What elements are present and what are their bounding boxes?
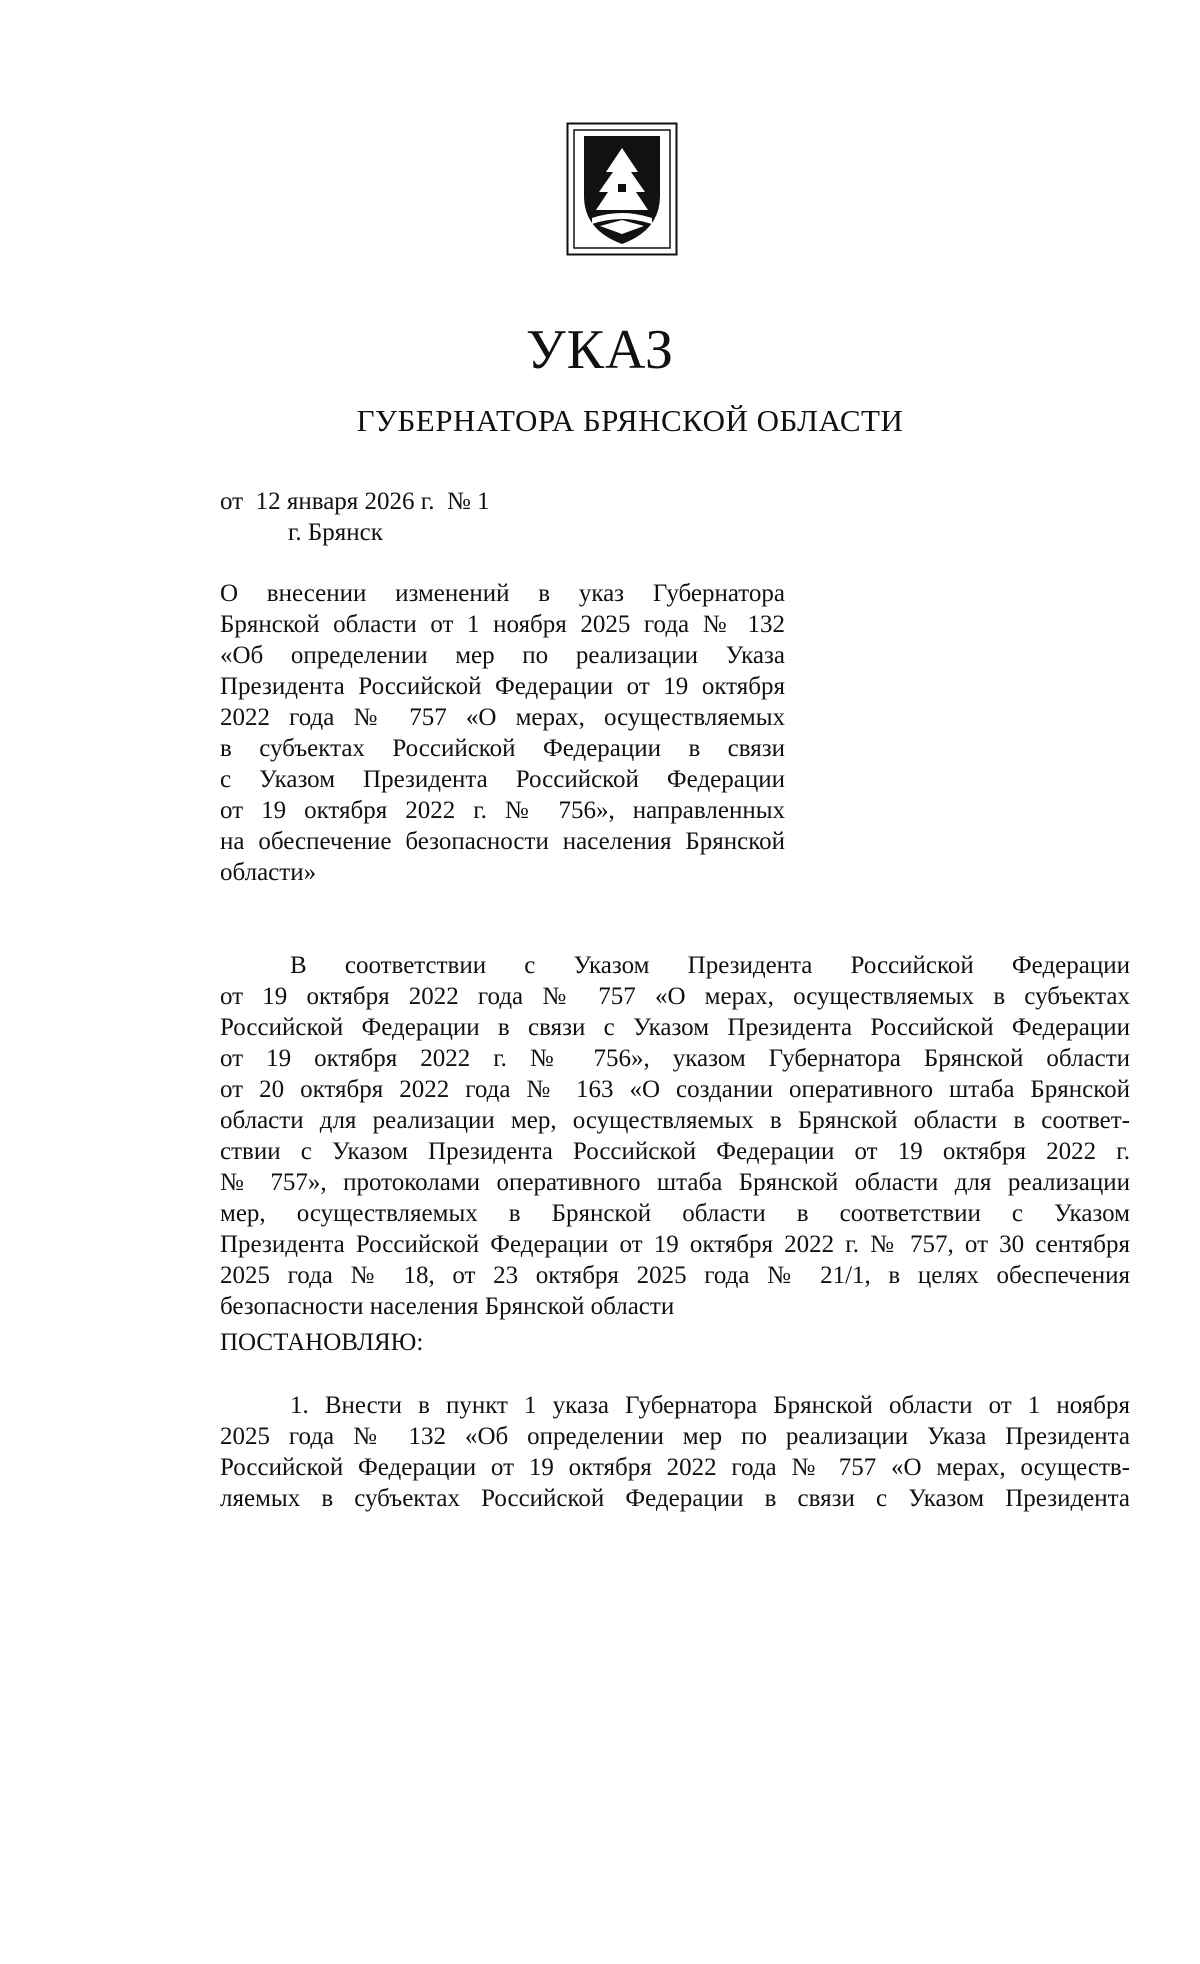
subject-line: в субъектах Российской Федерации в связи [220, 735, 785, 762]
city: г. Брянск [288, 519, 383, 546]
subject-line: области» [220, 859, 317, 886]
preamble-line: области для реализации мер, осуществляемых в Брянской области в соответ- [220, 1107, 1130, 1134]
bryansk-coat-of-arms-icon [566, 122, 678, 256]
document-title: УКАЗ [525, 319, 675, 381]
subject-line: 2022 года № 757 «О мерах, осуществляемых [220, 704, 785, 731]
item-1-line: ляемых в субъектах Российской Федерации в связи с Указом Президента [220, 1485, 1130, 1512]
preamble-line: 2025 года № 18, от 23 октября 2025 года № 21/1, в целях обеспечения [220, 1262, 1130, 1289]
subject-line: с Указом Президента Российской Федерации [220, 766, 785, 793]
item-1-line: Российской Федерации от 19 октября 2022 года № 757 «О мерах, осуществ- [220, 1454, 1130, 1481]
item-1-line: 2025 года № 132 «Об определении мер по реализации Указа Президента [220, 1423, 1130, 1450]
item-1-line: 1. Внести в пункт 1 указа Губернатора Брянской области от 1 ноября [290, 1392, 1130, 1419]
preamble-line: безопасности населения Брянской области [220, 1293, 675, 1320]
preamble-line: Президента Российской Федерации от 19 октября 2022 г. № 757, от 30 сентября [220, 1231, 1130, 1258]
decree-word: ПОСТАНОВЛЯЮ: [220, 1329, 424, 1356]
decree-subject [220, 578, 785, 888]
preamble-paragraph [220, 950, 1130, 1322]
date-and-number: от 12 января 2026 г. № 1 [220, 488, 490, 515]
preamble-line: ствии с Указом Президента Российской Федерации от 19 октября 2022 г. [220, 1138, 1130, 1165]
preamble-line: В соответствии с Указом Президента Российской Федерации [290, 952, 1130, 979]
subject-line: на обеспечение безопасности населения Брянской [220, 828, 785, 855]
preamble-line: от 19 октября 2022 г. № 756», указом Губернатора Брянской области [220, 1045, 1130, 1072]
item-1-paragraph [220, 1390, 1130, 1514]
preamble-line: мер, осуществляемых в Брянской области в соответствии с Указом [220, 1200, 1130, 1227]
preamble-line: № 757», протоколами оперативного штаба Брянской области для реализации [220, 1169, 1130, 1196]
preamble-line: от 19 октября 2022 года № 757 «О мерах, осуществляемых в субъектах [220, 983, 1130, 1010]
subject-line: от 19 октября 2022 г. № 756», направленных [220, 797, 785, 824]
document-subtitle: ГУБЕРНАТОРА БРЯНСКОЙ ОБЛАСТИ [356, 403, 904, 438]
subject-line: О внесении изменений в указ Губернатора [220, 580, 785, 607]
subject-line: Брянской области от 1 ноября 2025 года № 132 [220, 611, 785, 638]
preamble-line: Российской Федерации в связи с Указом Президента Российской Федерации [220, 1014, 1130, 1041]
subject-line: «Об определении мер по реализации Указа [220, 642, 785, 669]
preamble-line: от 20 октября 2022 года № 163 «О создании оперативного штаба Брянской [220, 1076, 1130, 1103]
subject-line: Президента Российской Федерации от 19 октября [220, 673, 785, 700]
